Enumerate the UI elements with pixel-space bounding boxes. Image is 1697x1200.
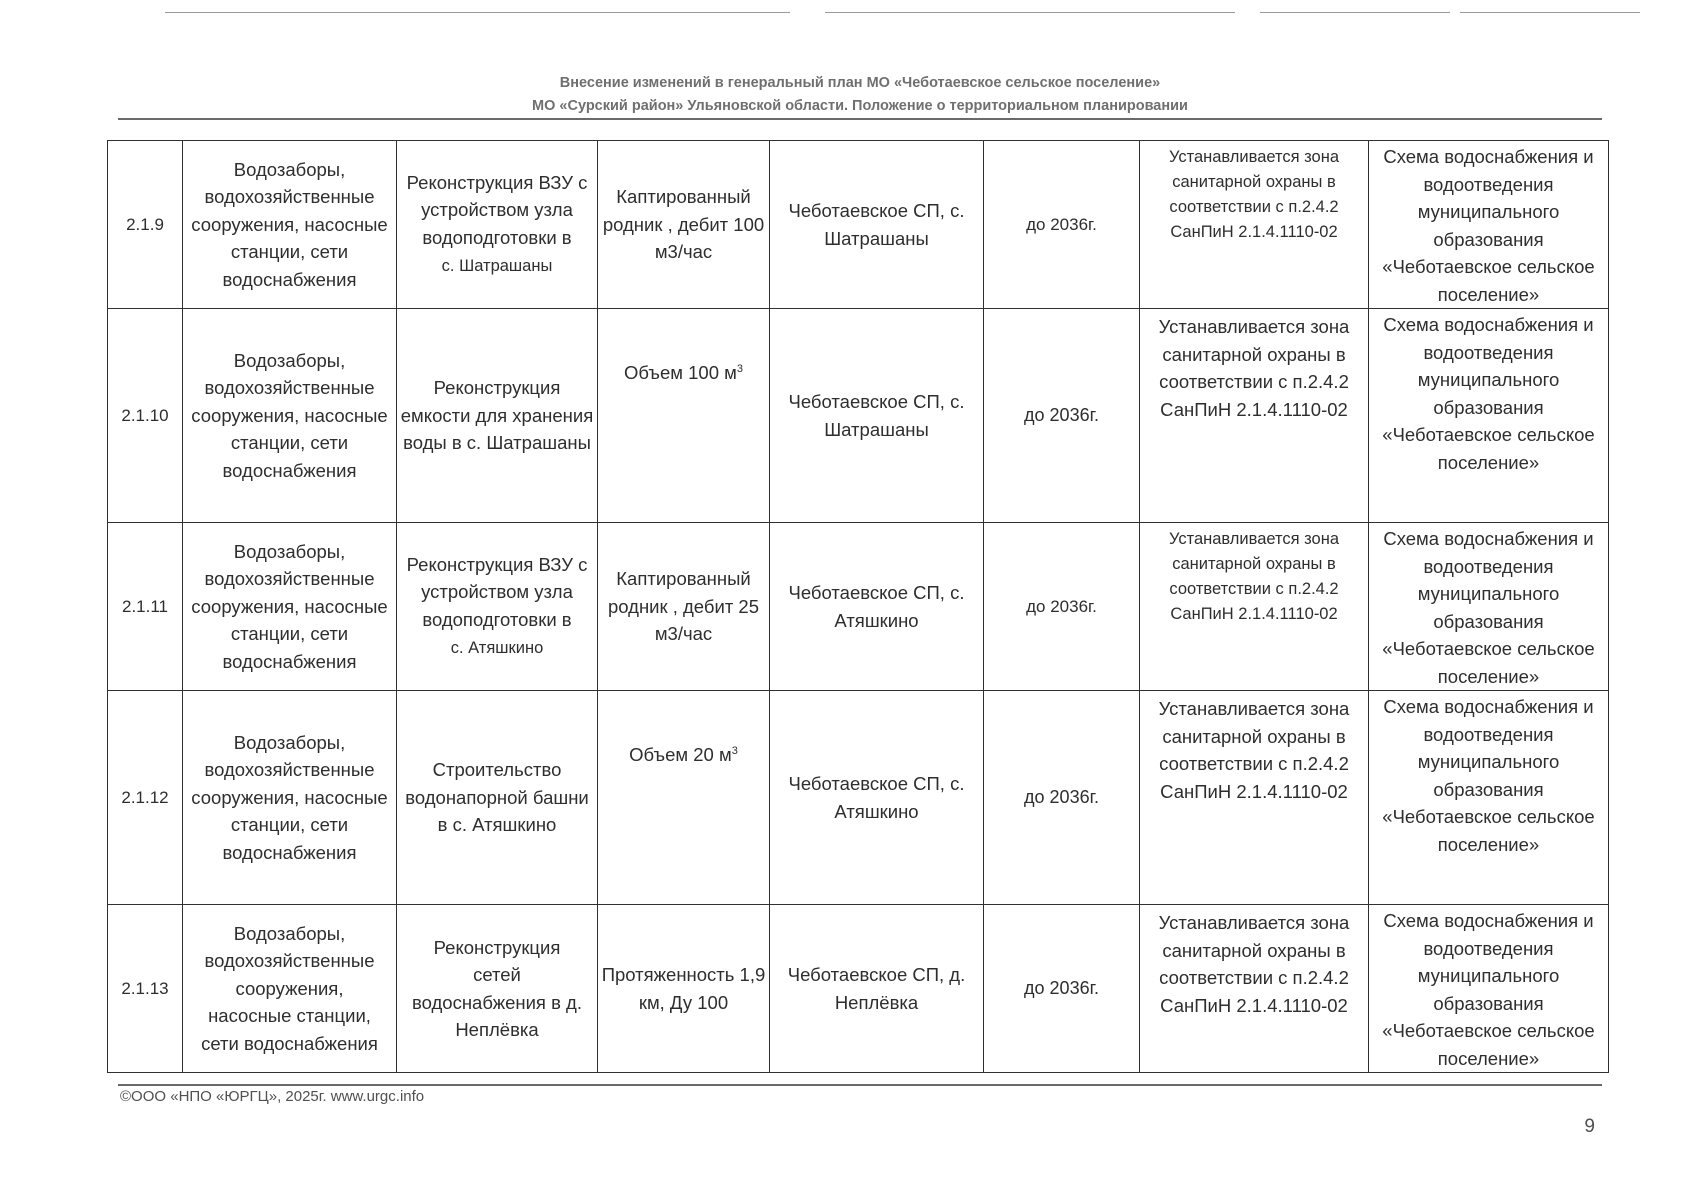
scan-edge-line bbox=[165, 12, 790, 13]
object-type: Водозаборы, водохозяйственные сооружения, насосные станции, сети водоснабжения bbox=[183, 141, 397, 309]
parameter-text: Каптированный родник , дебит 25 м3/час bbox=[607, 568, 760, 645]
object-description-text: Реконструкция ВЗУ с устройством узла водоподготовки в bbox=[406, 171, 588, 248]
restriction-zone: Устанавливается зона санитарной охраны в соответствии с п.2.4.2 СанПиН 2.1.4.1110-02 bbox=[1140, 141, 1369, 309]
table-row bbox=[108, 905, 1609, 1073]
footer-copyright: ©ООО «НПО «ЮРГЦ», 2025г. www.urgc.info bbox=[120, 1088, 425, 1105]
object-location: Чеботаевское СП, с. Атяшкино bbox=[770, 523, 984, 691]
restriction-zone: Устанавливается зона санитарной охраны в соответствии с п.2.4.2 СанПиН 2.1.4.1110-02 bbox=[1140, 309, 1369, 523]
page-number: 9 bbox=[1584, 1116, 1595, 1137]
source-document: Схема водоснабжения и водоотведения муниципального образования «Чеботаевское сельское поселение» bbox=[1369, 309, 1609, 523]
object-type: Водозаборы, водохозяйственные сооружения, насосные станции, сети водоснабжения bbox=[183, 905, 397, 1073]
object-description bbox=[397, 905, 598, 1073]
object-type: Водозаборы, водохозяйственные сооружения, насосные станции, сети водоснабжения bbox=[183, 523, 397, 691]
object-location: Чеботаевское СП, с. Шатрашаны bbox=[770, 309, 984, 523]
parameter-superscript: 3 bbox=[736, 362, 743, 375]
source-document: Схема водоснабжения и водоотведения муниципального образования «Чеботаевское сельское поселение» bbox=[1369, 523, 1609, 691]
parameter-text: Объем 20 м bbox=[629, 744, 732, 765]
object-description bbox=[397, 309, 598, 523]
object-description bbox=[397, 523, 598, 691]
row-number: 2.1.13 bbox=[108, 905, 183, 1073]
object-description bbox=[397, 141, 598, 309]
implementation-term: до 2036г. bbox=[984, 141, 1140, 309]
object-parameters bbox=[598, 905, 770, 1073]
source-document: Схема водоснабжения и водоотведения муниципального образования «Чеботаевское сельское поселение» bbox=[1369, 905, 1609, 1073]
object-description-text: Реконструкция ВЗУ с устройством узла водоподготовки в bbox=[406, 553, 588, 630]
header-line-2: МО «Сурский район» Ульяновской области. Положение о территориальном планировании bbox=[532, 98, 1188, 114]
row-number: 2.1.11 bbox=[108, 523, 183, 691]
page-header bbox=[118, 72, 1602, 118]
restriction-zone: Устанавливается зона санитарной охраны в соответствии с п.2.4.2 СанПиН 2.1.4.1110-02 bbox=[1140, 523, 1369, 691]
parameter-superscript: 3 bbox=[731, 744, 738, 757]
object-type: Водозаборы, водохозяйственные сооружения, насосные станции, сети водоснабжения bbox=[183, 309, 397, 523]
row-number: 2.1.10 bbox=[108, 309, 183, 523]
row-number: 2.1.12 bbox=[108, 691, 183, 905]
source-document: Схема водоснабжения и водоотведения муниципального образования «Чеботаевское сельское поселение» bbox=[1369, 141, 1609, 309]
parameter-text: Каптированный родник , дебит 100 м3/час bbox=[602, 186, 765, 263]
object-description-text: Реконструкция емкости для хранения воды в с. Шатрашаны bbox=[400, 377, 594, 454]
object-location: Чеботаевское СП, с. Атяшкино bbox=[770, 691, 984, 905]
object-location-text: с. Шатрашаны bbox=[441, 257, 553, 275]
scan-edge-line bbox=[1260, 12, 1450, 13]
object-parameters bbox=[598, 309, 770, 523]
table-row bbox=[108, 309, 1609, 523]
table-row bbox=[108, 523, 1609, 691]
restriction-zone: Устанавливается зона санитарной охраны в соответствии с п.2.4.2 СанПиН 2.1.4.1110-02 bbox=[1140, 691, 1369, 905]
object-description-text: Реконструкция сетей водоснабжения в д. Неплёвка bbox=[411, 936, 582, 1040]
implementation-term: до 2036г. bbox=[984, 905, 1140, 1073]
row-number: 2.1.9 bbox=[108, 141, 183, 309]
implementation-term: до 2036г. bbox=[984, 691, 1140, 905]
object-location: Чеботаевское СП, д. Неплёвка bbox=[770, 905, 984, 1073]
footer-rule bbox=[118, 1084, 1602, 1086]
header-rule bbox=[118, 118, 1602, 120]
scan-edge-line bbox=[825, 12, 1235, 13]
object-description bbox=[397, 691, 598, 905]
table-row bbox=[108, 141, 1609, 309]
object-type: Водозаборы, водохозяйственные сооружения, насосные станции, сети водоснабжения bbox=[183, 691, 397, 905]
table-row bbox=[108, 691, 1609, 905]
restriction-zone: Устанавливается зона санитарной охраны в соответствии с п.2.4.2 СанПиН 2.1.4.1110-02 bbox=[1140, 905, 1369, 1073]
parameter-text: Объем 100 м bbox=[624, 362, 737, 383]
object-parameters bbox=[598, 691, 770, 905]
planning-table bbox=[107, 140, 1609, 1073]
parameter-text: Протяженность 1,9 км, Ду 100 bbox=[601, 964, 766, 1013]
implementation-term: до 2036г. bbox=[984, 523, 1140, 691]
implementation-term: до 2036г. bbox=[984, 309, 1140, 523]
scan-edge-line bbox=[1460, 12, 1640, 13]
object-description-text: Строительство водонапорной башни в с. Атяшкино bbox=[405, 759, 589, 836]
object-parameters bbox=[598, 523, 770, 691]
object-location: Чеботаевское СП, с. Шатрашаны bbox=[770, 141, 984, 309]
source-document: Схема водоснабжения и водоотведения муниципального образования «Чеботаевское сельское поселение» bbox=[1369, 691, 1609, 905]
object-location-text: с. Атяшкино bbox=[450, 639, 544, 657]
object-parameters bbox=[598, 141, 770, 309]
header-line-1: Внесение изменений в генеральный план МО «Чеботаевское сельское поселение» bbox=[559, 75, 1161, 91]
